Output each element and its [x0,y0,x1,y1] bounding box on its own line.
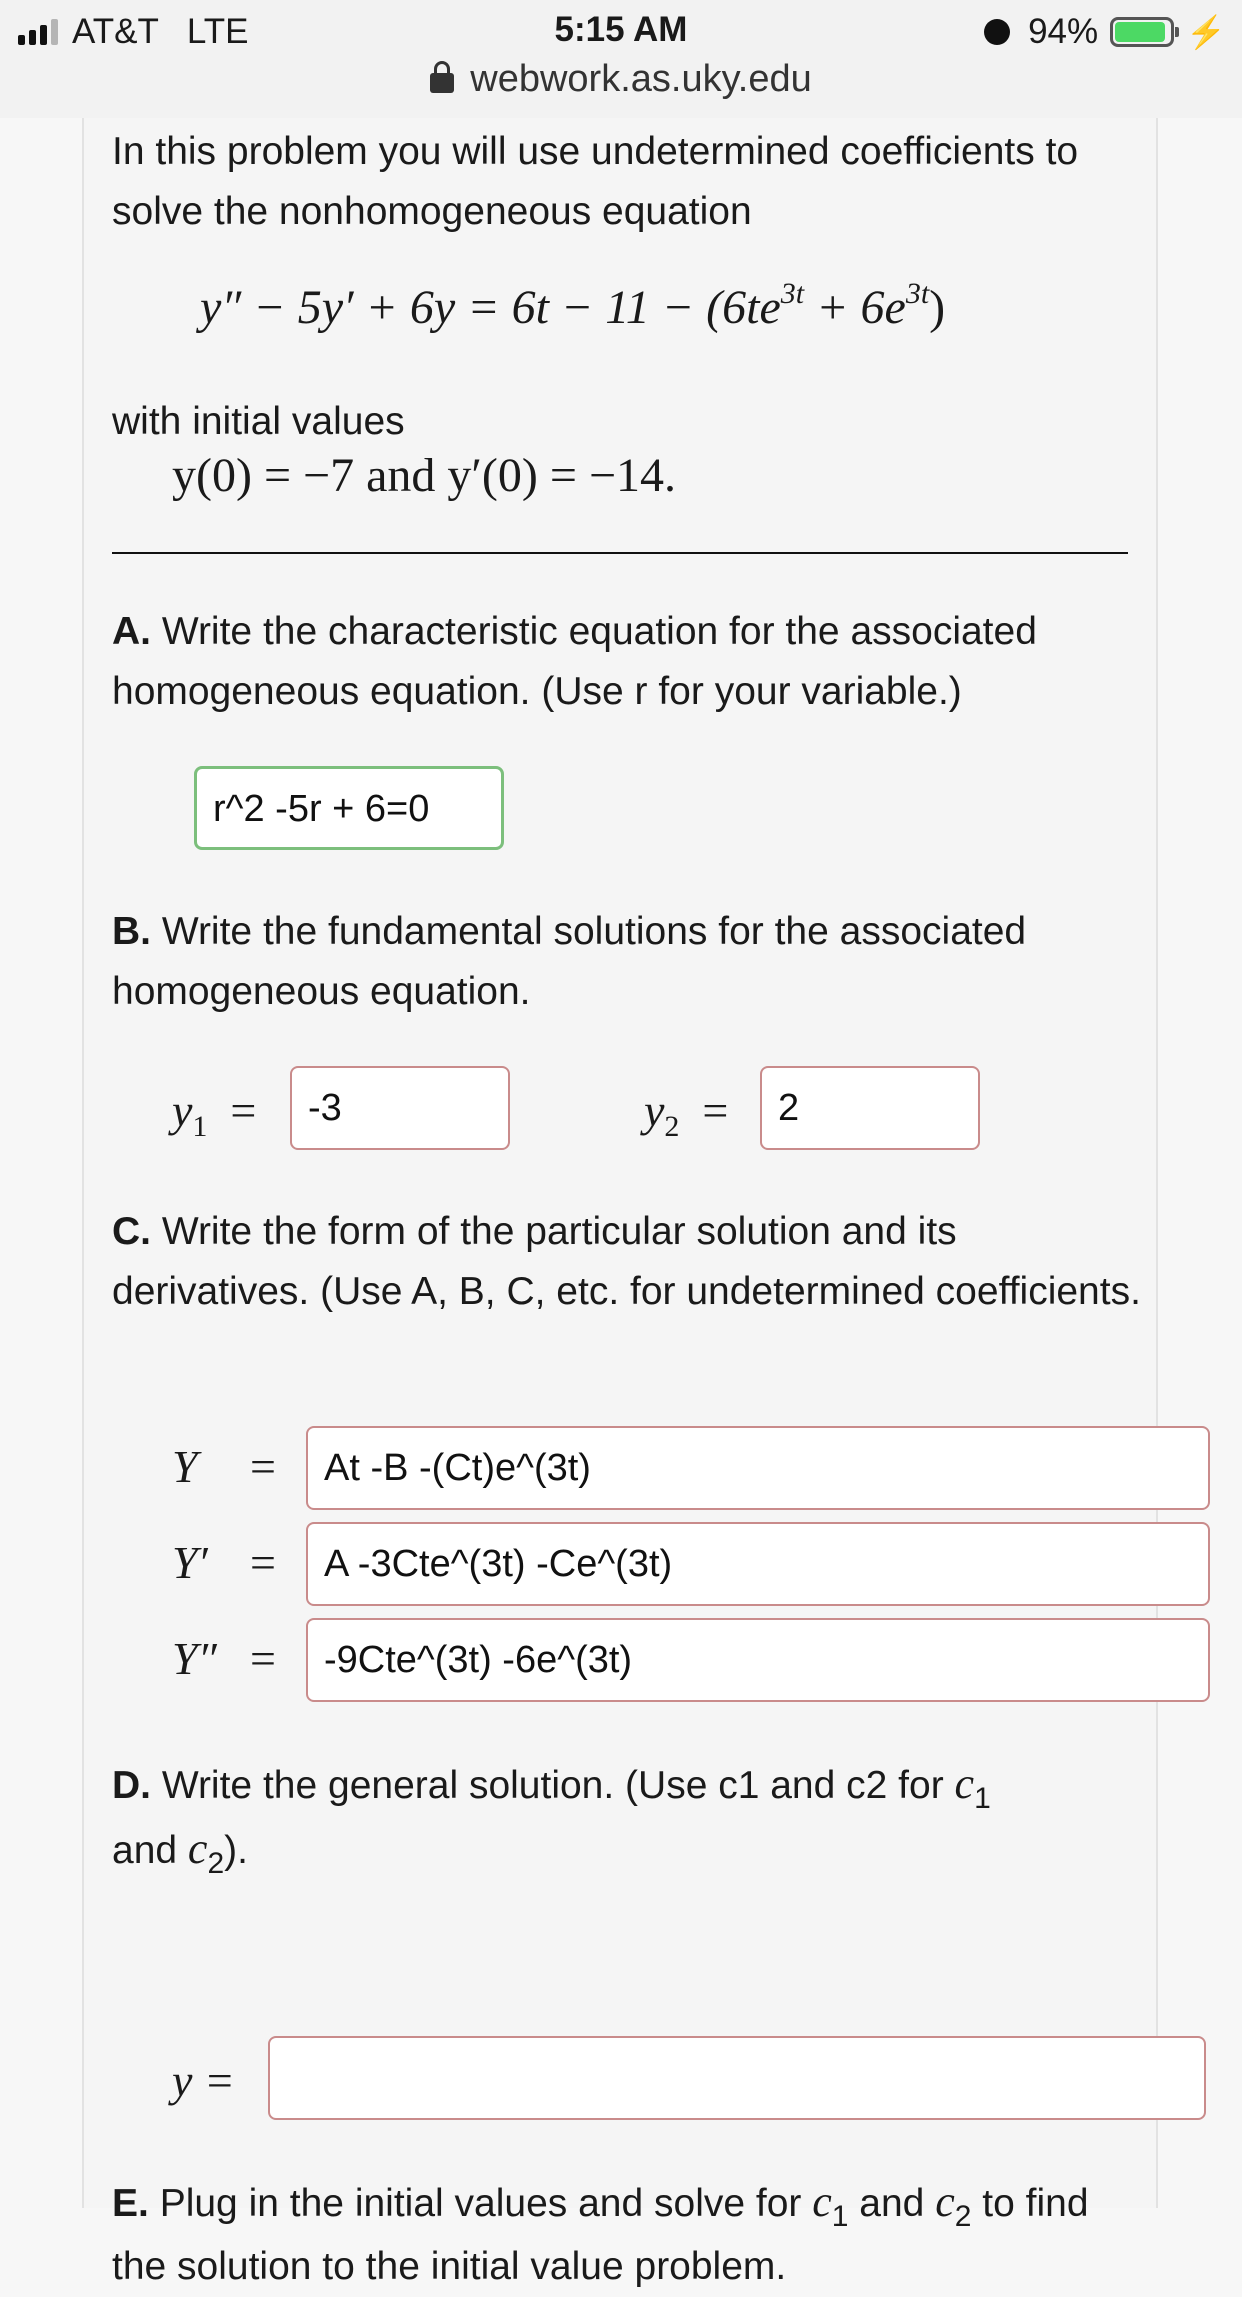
battery-icon [1110,17,1174,47]
y1-label: $y_1$ = [172,1085,257,1143]
part-e-prompt: E. Plug in the initial values and solve for $c_1$ and $c_2$ to find the solution to the initial value problem. [112,2177,1089,2288]
initial-values: y(0) = −7 and y′(0) = −14. [172,449,677,502]
Ypp-input[interactable]: -9Cte^(3t) -6e^(3t) [306,1618,1210,1702]
part-b-prompt: B. Write the fundamental solutions for the associated homogeneous equation. [112,910,1027,1013]
general-solution-label: y = [172,2055,235,2106]
characteristic-equation-input[interactable]: r^2 -5r + 6=0 [194,766,504,850]
differential-equation: $y'' - 5y' + 6y = 6t - 11 - (6te^{3t} + 6e^{3t})$ [200,277,946,334]
general-solution-input[interactable] [268,2036,1206,2120]
divider [112,552,1128,554]
Y-equals: = [250,1441,276,1492]
part-d-prompt: D. Write the general solution. (Use c1 and c2 for $c_1$ and $c_2$). [112,1759,991,1880]
lock-icon [430,73,454,93]
y1-input[interactable]: -3 [290,1066,510,1150]
Ypp-equals: = [250,1633,276,1684]
address-bar[interactable] [0,58,1242,101]
carrier-name: AT&T [72,12,159,51]
url-text: webwork.as.uky.edu [470,58,812,100]
y2-label: $y_2$ = [644,1085,729,1143]
problem-panel [82,118,1158,2288]
battery-percent: 94% [1028,12,1099,51]
clock: 5:15 AM [554,10,688,49]
Yp-label: Y′ [172,1537,208,1588]
Y-input[interactable]: At -B -(Ct)e^(3t) [306,1426,1210,1510]
part-c-prompt: C. Write the form of the particular solution and its derivatives. (Use A, B, C, etc. for undetermined coefficients. [112,1210,1141,1313]
Y-label: Y [172,1441,198,1492]
status-right [984,12,1226,52]
charging-icon: ⚡ [1186,14,1226,50]
initial-values-label: with initial values [112,400,405,443]
problem-intro: In this problem you will use undetermined coefficients to solve the nonhomogeneous equation [112,130,1079,233]
Yp-equals: = [250,1537,276,1588]
network-type: LTE [186,12,249,51]
alarm-icon [984,19,1010,45]
Ypp-label: Y″ [172,1633,217,1684]
part-a-prompt: A. Write the characteristic equation for the associated homogeneous equation. (Use r for your variable.) [112,610,1037,713]
status-bar [0,0,1242,118]
y2-input[interactable]: 2 [760,1066,980,1150]
Yp-input[interactable]: A -3Cte^(3t) -Ce^(3t) [306,1522,1210,1606]
